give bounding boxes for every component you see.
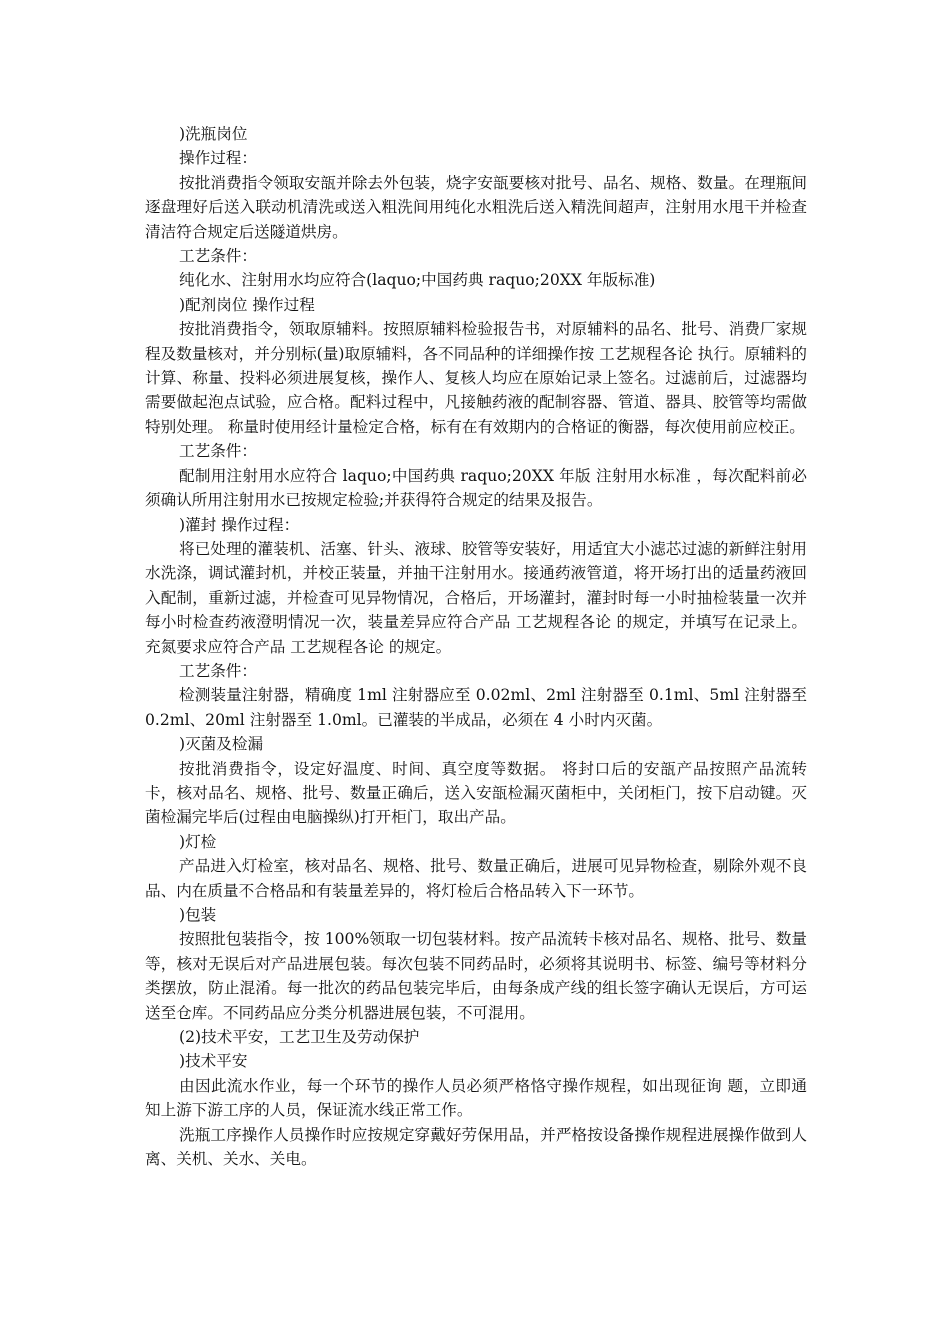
document-page: [145, 122, 807, 1171]
compounding-water-requirement: 配制用注射用水应符合 laquo;中国药典 raquo;20XX 年版 注射用水标准 ，每次配料前必须确认所用注射用水已按规定检验;并获得符合规定的结果及报告。: [145, 466, 807, 510]
light-inspection-procedure: 产品进入灯检室，核对品名、规格、批号、数量正确后，进展可见异物检查，剔除外观不良品、内在质量不合格品和有装量差异的，将灯检后合格品转入下一环节。: [145, 857, 807, 900]
section-heading-filling-sealing: )灌封 操作过程：: [179, 515, 300, 534]
filling-sealing-procedure: 将已处理的灌装机、活塞、针头、液球、胶管等安装好，用适宜大小滤芯过滤的新鲜注射用水洗涤，调试灌封机，并校正装量，并抽干注射用水。接通药液管道，将开场打出的适量药液回入配制，重新过滤，并检查可见异物情况，合格后，开场灌封，灌封时每一小时抽检装量一次并每小时检查药液澄明情况一次，装量差异应符合产品 工艺规程各论 的规定，并填写在记录上。充氮要求应符合产品 工艺规程各论 的规定。: [145, 539, 807, 656]
compounding-procedure: 按批消费指令，领取原辅料。按照原辅料检验报告书，对原辅料的品名、批号、消费厂家规程及数量核对，并分别标(量)取原辅料，各不同品种的详细操作按 工艺规程各论 执行。原辅料的计算、称量、投料必须进展复核，操作人、复核人均应在原始记录上签名。过滤前后，过滤器均需要做起泡点试验，应合格。配料过程中，凡接触药液的配制容器、管道、器具、胶管等均需做特别处理。 称量时使用经计量检定合格，标有在有效期内的合格证的衡器，每次使用前应校正。: [145, 320, 807, 436]
bottle-washing-safety-text: 洗瓶工序操作人员操作时应按规定穿戴好劳保用品，并严格按设备操作规程进展操作做到人离、关机、关水、关电。: [145, 1125, 807, 1169]
syringe-precision-text: 检测装量注射器，精确度 1ml 注射器应至 0.02ml、2ml 注射器至 0.1ml、5ml 注射器至 0.2ml、20ml 注射器至 1.0ml。已灌装的半成品，必须在 4 小时内灭菌。: [145, 686, 807, 729]
section-heading-sterilization: )灭菌及检漏: [179, 735, 264, 754]
section-heading-safety-hygiene: (2)技术平安，工艺卫生及劳动保护: [179, 1028, 420, 1047]
technical-safety-text: 由因此流水作业，每一个环节的操作人员必须严格恪守操作规程，如出现征询 题，立即通知上游下游工序的人员，保证流水线正常工作。: [145, 1076, 807, 1120]
section-heading-light-inspection: )灯检: [179, 832, 217, 851]
process-conditions-label: 工艺条件：: [179, 661, 257, 680]
section-heading-bottle-washing: )洗瓶岗位: [179, 125, 248, 143]
section-heading-compounding: )配剂岗位 操作过程: [179, 295, 315, 314]
packaging-procedure: 按照批包装指令，按 100%领取一切包装材料。按产品流转卡核对品名、规格、批号、数量等，核对无误后对产品进展包装。每次包装不同药品时，必须将其说明书、标签、编号等材料分类摆放，防止混淆。每一批次的药品包装完毕后，由每条成产线的组长签字确认无误后，方可运送至仓库。不同药品应分类分机器进展包装，不可混用。: [145, 930, 807, 1022]
sterilization-procedure: 按批消费指令，设定好温度、时间、真空度等数据。 将封口后的安瓿产品按照产品流转卡，核对品名、规格、批号、数量正确后，送入安瓿检漏灭菌柜中，关闭柜门，按下启动键。灭菌检漏完毕后(过程由电脑操纵)打开柜门，取出产品。: [145, 759, 807, 827]
section-heading-packaging: )包装: [179, 906, 217, 924]
section-heading-technical-safety: )技术平安: [179, 1052, 248, 1071]
process-conditions-label: 工艺条件：: [179, 442, 257, 461]
process-conditions-label: 工艺条件：: [179, 247, 257, 266]
bottle-washing-procedure: 按批消费指令领取安瓿并除去外包装，烧字安瓿要核对批号、品名、规格、数量。在理瓶间逐盘理好后送入联动机清洗或送入粗洗间用纯化水粗洗后送入精洗间超声，注射用水甩干并检查清洁符合规定后送隧道烘房。: [145, 173, 807, 241]
water-standard-text: 纯化水、注射用水均应符合(laquo;中国药典 raquo;20XX 年版标准): [179, 271, 656, 290]
operation-process-label: 操作过程：: [179, 149, 257, 168]
